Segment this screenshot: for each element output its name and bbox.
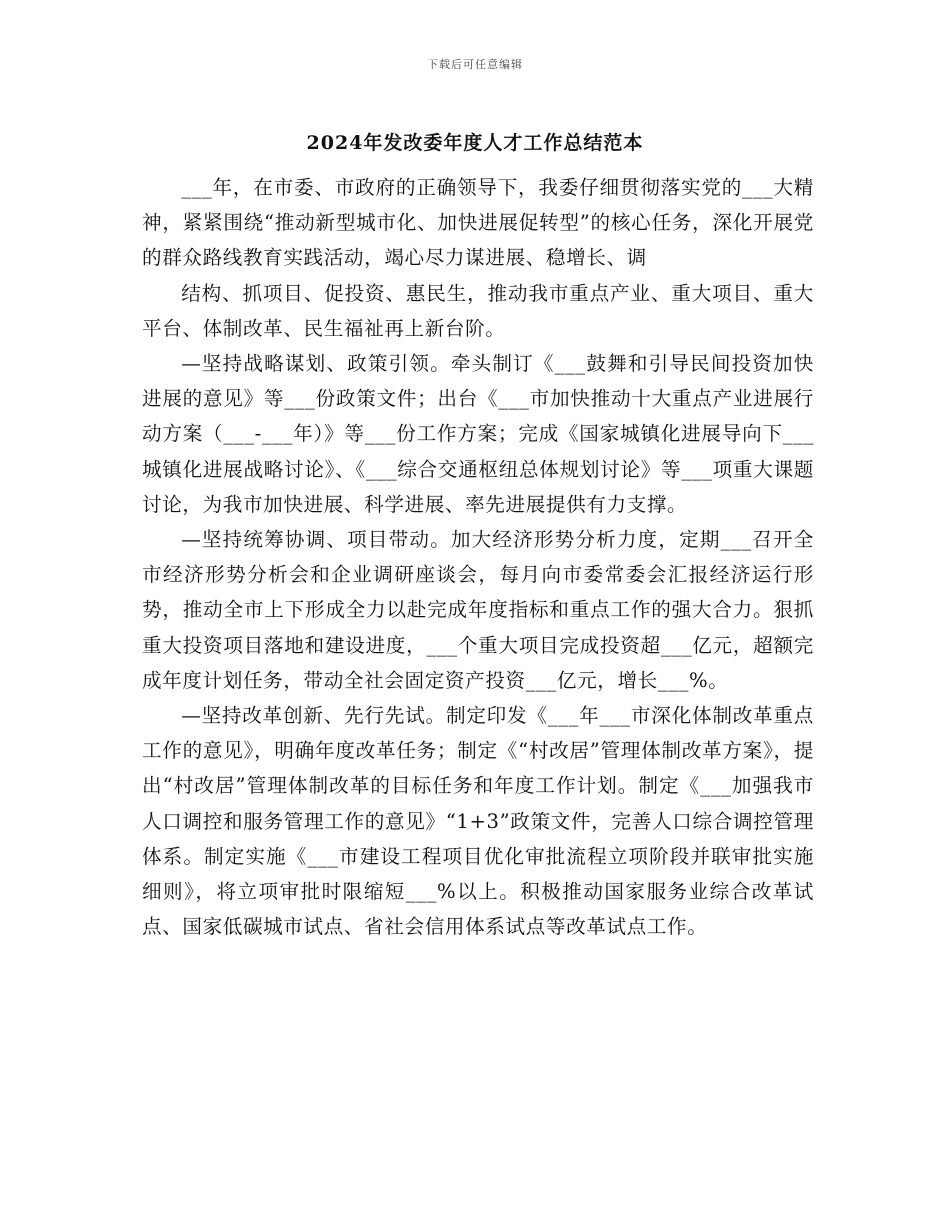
paragraph-strategy: —坚持战略谋划、政策引领。牵头制订《___鼓舞和引导民间投资加快进展的意见》等___份政策文件；出台《___市加快推动十大重点产业进展行动方案（___-___年）》等___份工作方案；完成《国家城镇化进展导向下___城镇化进展战略讨论》、《___综合交通枢纽总体规划讨论》等___项重大课题讨论，为我市加快进展、科学进展、率先进展提供有力支撑。 [142, 352, 814, 516]
document-title: 2024年发改委年度人才工作总结范本 [306, 132, 644, 154]
paragraph-intro-continued: 结构、抓项目、促投资、惠民生，推动我市重点产业、重大项目、重大平台、体制改革、民生福祉再上新台阶。 [142, 281, 814, 340]
header-note: 下载后可任意编辑 [427, 58, 523, 71]
document-body [142, 170, 814, 944]
paragraph-reform: —坚持改革创新、先行先试。制定印发《___年___市深化体制改革重点工作的意见》，明确年度改革任务；制定《“村改居”管理体制改革方案》，提出“村改居”管理体制改革的目标任务和年度工作计划。制定《___加强我市人口调控和服务管理工作的意见》“1+3”政策文件，完善人口综合调控管理体系。制定实施《___市建设工程项目优化审批流程立项阶段并联审批实施细则》，将立项审批时限缩短___%以上。积极推动国家服务业综合改革试点、国家低碳城市试点、省社会信用体系试点等改革试点工作。 [142, 704, 814, 939]
paragraph-intro: ___年，在市委、市政府的正确领导下，我委仔细贯彻落实党的___大精神，紧紧围绕“推动新型城市化、加快进展促转型”的核心任务，深化开展党的群众路线教育实践活动，竭心尽力谋进展、稳增长、调 [142, 176, 814, 270]
paragraph-coordination: —坚持统筹协调、项目带动。加大经济形势分析力度，定期___召开全市经济形势分析会和企业调研座谈会，每月向市委常委会汇报经济运行形势，推动全市上下形成全力以赴完成年度指标和重点工作的强大合力。狠抓重大投资项目落地和建设进度，___个重大项目完成投资超___亿元，超额完成年度计划任务，带动全社会固定资产投资___亿元，增长___%。 [142, 528, 814, 692]
